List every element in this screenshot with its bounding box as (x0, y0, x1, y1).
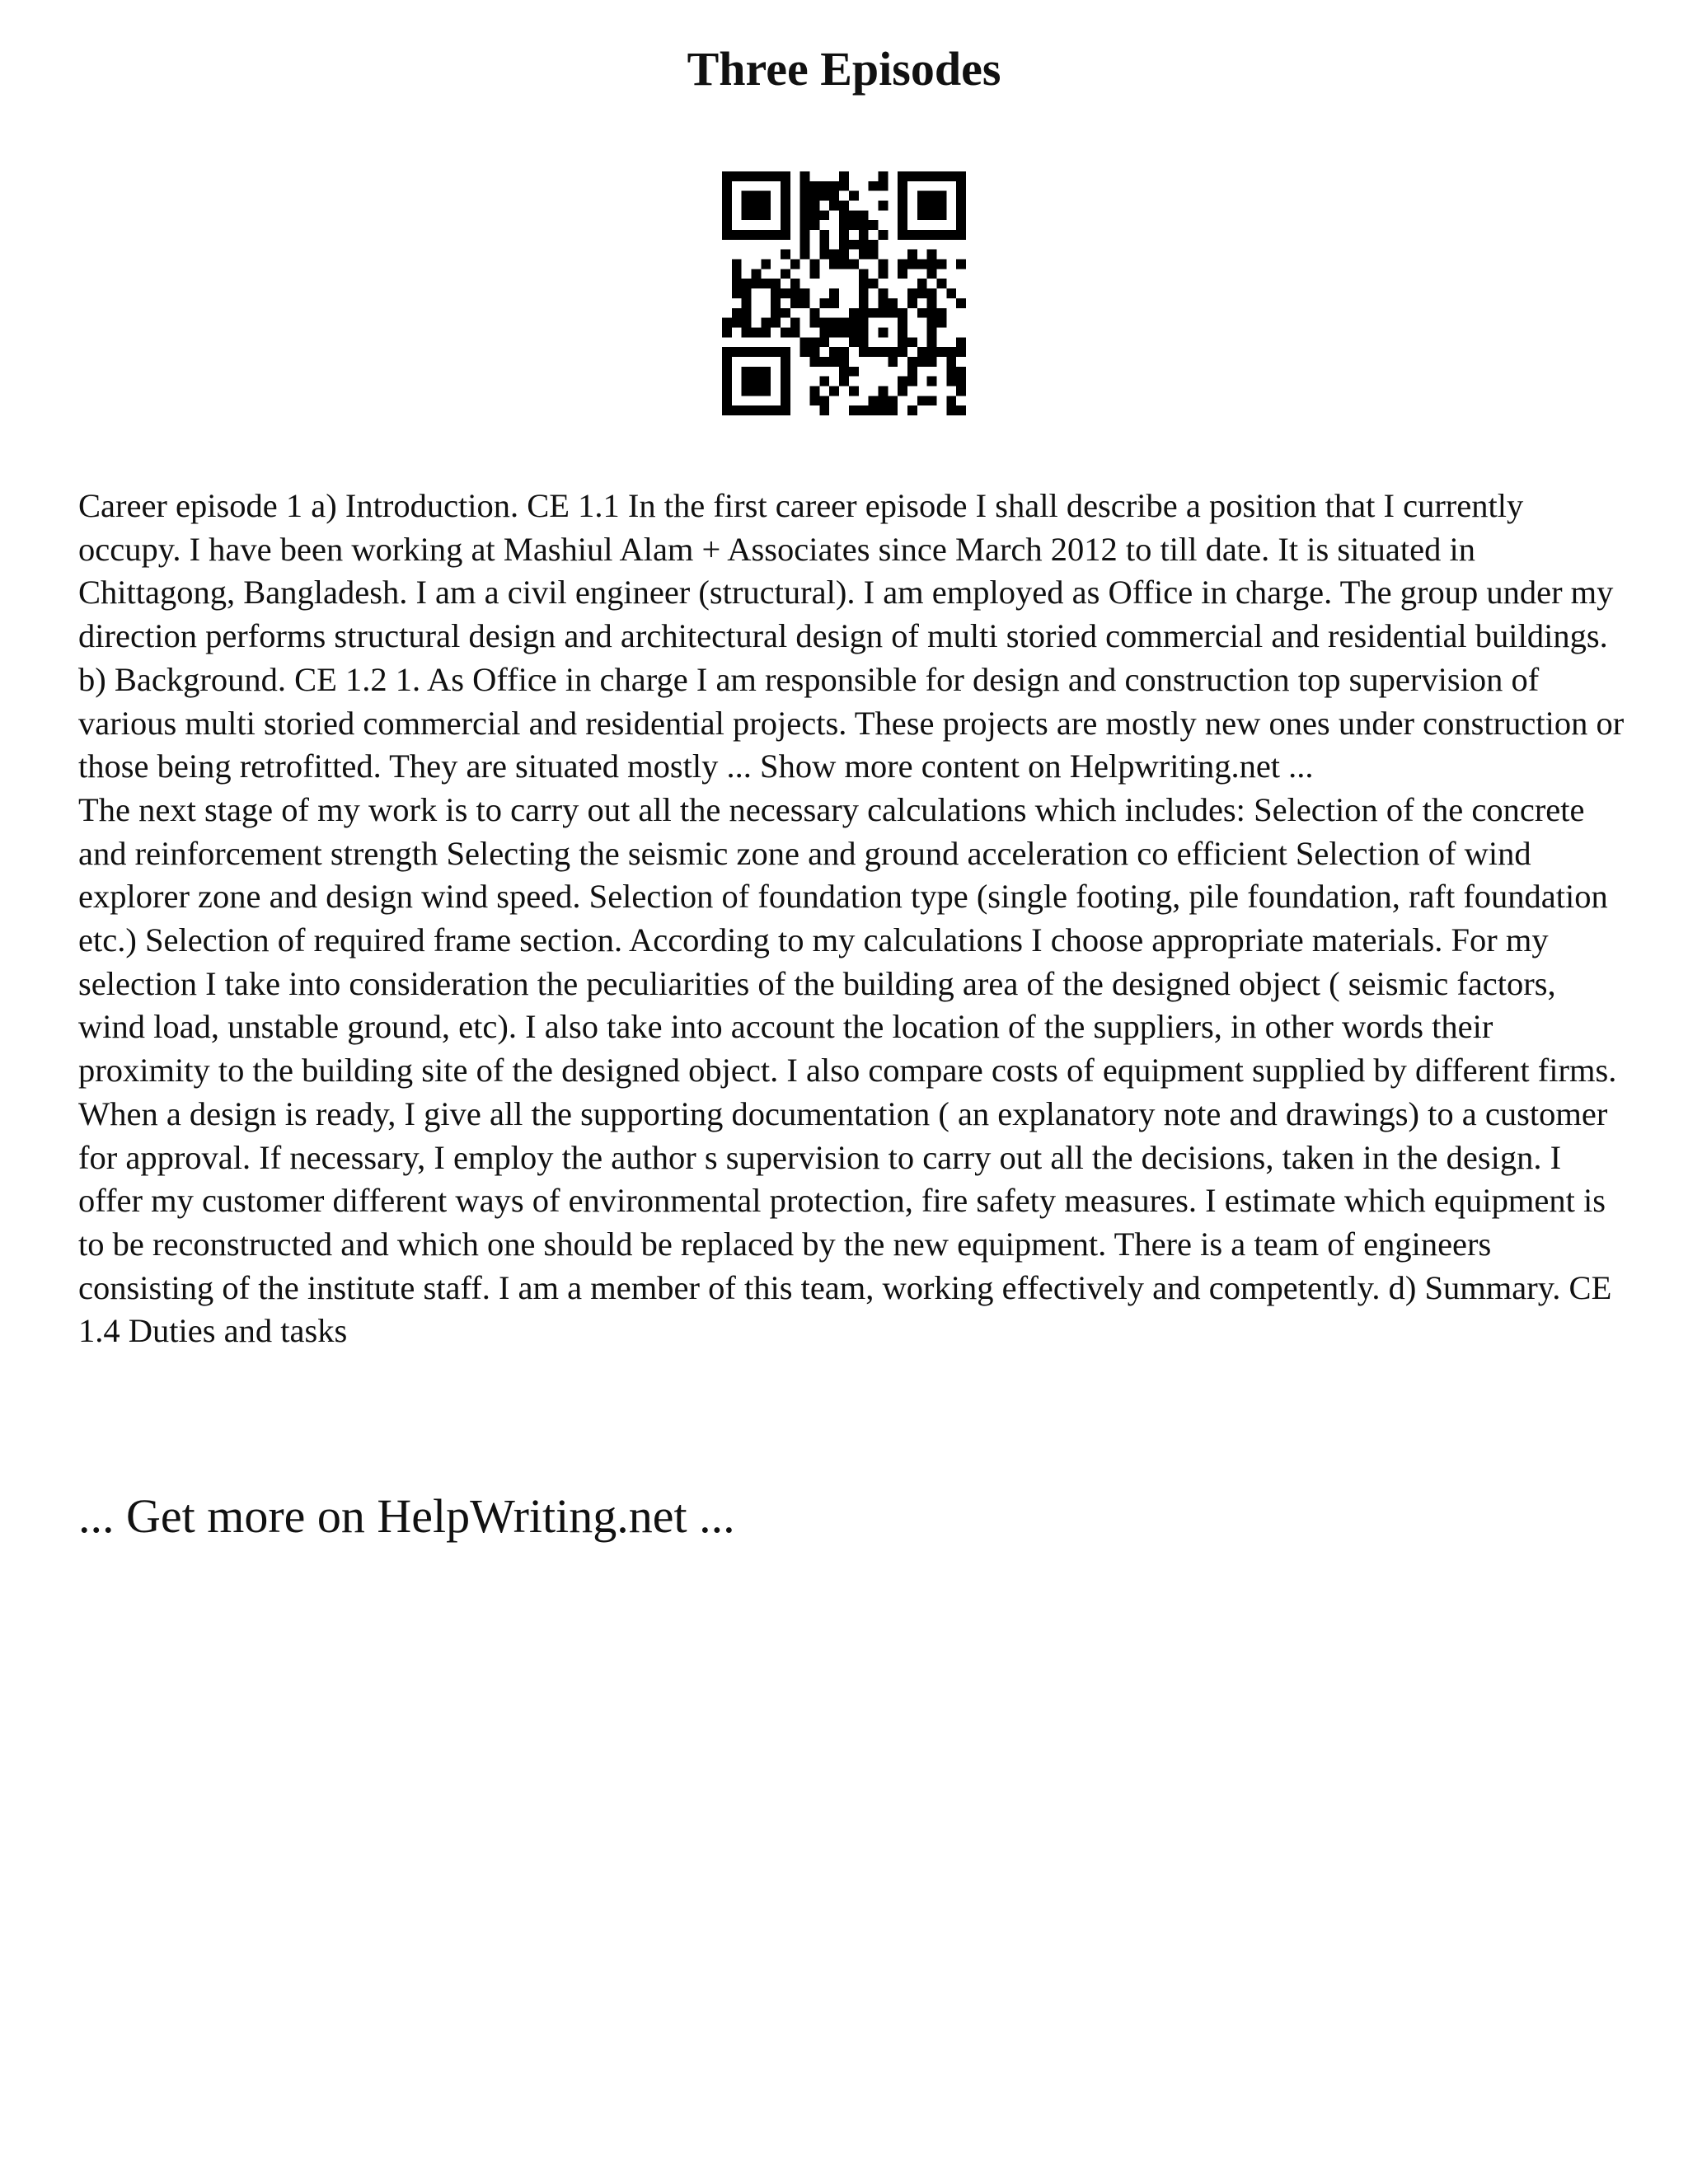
body-paragraph-2: The next stage of my work is to carry out all the necessary calculations which includes: Selection of the concrete and reinforcement strength Selecting the seismic zone and ground acceleration co efficient Selection of wind explorer zone and design wind speed. Selection of foundation type (single footing, pile foundation, raft foundation etc.) Selection of required frame section. According to my calculations I choose appropriate materials. For my selection I take into consideration the peculiarities of the building area of the designed object ( seismic factors, wind load, unstable ground, etc). I also take into account the location of the suppliers, in other words their proximity to the building site of the designed object. I also compare costs of equipment supplied by different firms. When a design is ready, I give all the supporting documentation ( an explanatory note and drawings) to a customer for approval. If necessary, I employ the author s supervision to carry out all the decisions, taken in the design. I offer my customer different ways of environmental protection, fire safety measures. I estimate which equipment is to be reconstructed and which one should be replaced by the new equipment. There is a team of engineers consisting of the institute staff. I am a member of this team, working effectively and competently. d) Summary. CE 1.4 Duties and tasks (78, 790, 1617, 1350)
document-title: Three Episodes (687, 42, 1001, 96)
qr-code-icon (722, 171, 966, 415)
document-body (78, 485, 1628, 1353)
body-paragraph-1: Career episode 1 a) Introduction. CE 1.1 In the first career episode I shall describe a position that I currently occupy. I have been working at Mashiul Alam + Associates since March 2012 to till date. It is situated in Chittagong, Bangladesh. I am a civil engineer (structural). I am employed as Office in charge. The group under my direction performs structural design and architectural design of multi storied commercial and residential buildings. b) Background. CE 1.2 1. As Office in charge I am responsible for design and construction top supervision of various multi storied commercial and residential projects. These projects are mostly new ones under construction or those being retrofitted. They are situated mostly ... Show more content on Helpwriting.net ... (78, 487, 1625, 785)
get-more-link[interactable]: ... Get more on HelpWriting.net ... (78, 1489, 735, 1543)
qr-code-graphic (722, 171, 966, 415)
